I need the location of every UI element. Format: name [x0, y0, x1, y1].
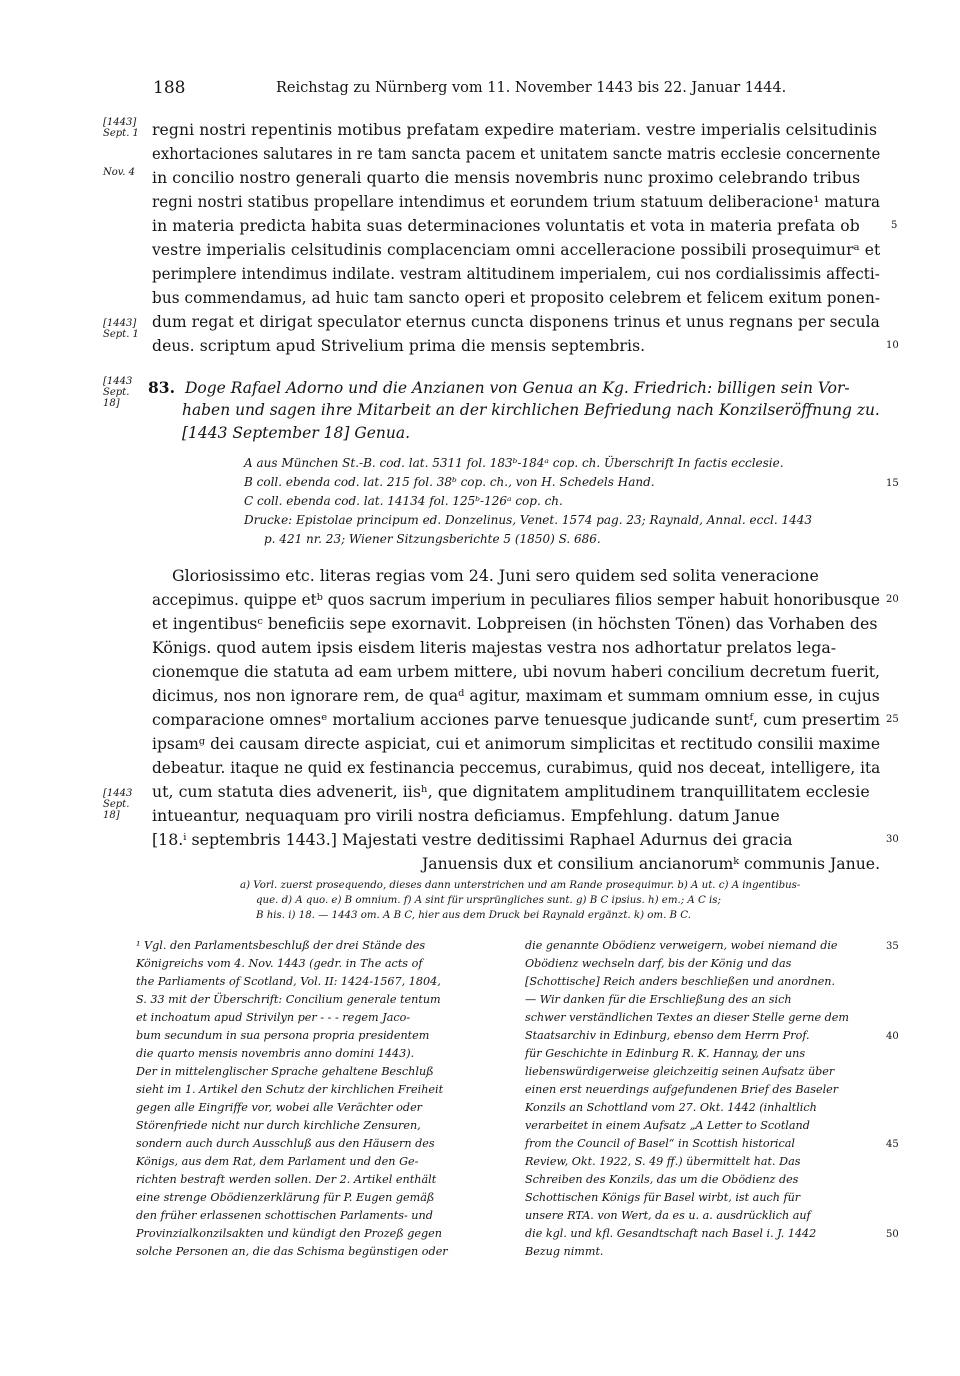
letter-line: Gloriosissimo etc. literas regias vom 24. Juni sero quidem sed solita veneracione	[172, 566, 819, 585]
source-line: B coll. ebenda cod. lat. 215 fol. 38ᵇ cop. ch., von H. Schedels Hand.	[244, 475, 655, 489]
text-line: bus commendamus, ad huic tam sancto operi et proposito celebrem et felicem exitum ponen-	[152, 289, 881, 307]
source-line: p. 421 nr. 23; Wiener Sitzungsberichte 5 (1850) S. 686.	[264, 532, 601, 546]
footnote-left-line: ¹ Vgl. den Parlamentsbeschluß der drei Stände des	[136, 939, 426, 952]
margin-note-sept1-end: [1443] Sept. 1	[103, 318, 139, 340]
apparatus-line: a) Vorl. zuerst prosequendo, dieses dann unterstrichen und am Rande prosequimur. b) A ut. c) A ingentibus-	[240, 880, 801, 891]
text-line: dum regat et dirigat speculator eternus cuncta disponens trinus et unus regnans per secula	[152, 313, 880, 331]
line-number: 20	[886, 594, 899, 605]
footnote-right-line: für Geschichte in Edinburg R. K. Hannay, der uns	[525, 1047, 806, 1060]
letter-line: comparacione omnesᵉ mortalium acciones parve tenuesque judicande suntᶠ, cum presertim	[152, 710, 880, 729]
footnote-left-line: Störenfriede nicht nur durch kirchliche Zensuren,	[136, 1119, 421, 1132]
footnote-right-line: unsere RTA. von Wert, da es u. a. ausdrücklich auf	[525, 1209, 811, 1222]
footnote-left-line: S. 33 mit der Überschrift: Concilium generale tentum	[136, 993, 441, 1006]
footnote-left-line: richten bestraft werden sollen. Der 2. Artikel enthält	[136, 1173, 437, 1186]
doc83-heading-line3: [1443 September 18] Genua.	[182, 424, 411, 442]
footnote-right-line: Staatsarchiv in Edinburg, ebenso dem Herrn Prof.	[525, 1029, 810, 1042]
line-number: 35	[886, 941, 899, 952]
margin-date-83-end: [1443 Sept. 18]	[103, 788, 133, 821]
footnote-left-line: die quarto mensis novembris anno domini 1443).	[136, 1047, 415, 1060]
letter-line: accepimus. quippe etᵇ quos sacrum imperium in peculiares filios semper habuit honoribusque	[152, 590, 880, 609]
line-number: 50	[886, 1229, 899, 1240]
footnote-right-line: Konzils an Schottland vom 27. Okt. 1442 (inhaltlich	[525, 1101, 817, 1114]
letter-line: Januensis dux et consilium ancianorumᵏ communis Janue.	[422, 854, 881, 873]
footnote-right-line: Obödienz wechseln darf, bis der König und das	[525, 957, 792, 970]
footnote-left-line: et inchoatum apud Strivilyn per - - - regem Jaco-	[136, 1011, 411, 1024]
doc83-number: 83.	[148, 378, 175, 397]
footnote-right-line: einen erst neuerdings aufgefundenen Brief des Baseler	[525, 1083, 839, 1096]
footnote-left-line: solche Personen an, die das Schisma begünstigen oder	[136, 1245, 448, 1258]
footnote-right-line: — Wir danken für die Erschließung des an sich	[525, 993, 792, 1006]
text-line: perimplere intendimus indilate. vestram altitudinem imperialem, cui nos cordialissimis affecti-	[152, 265, 880, 283]
text-line: regni nostri statibus propellare intendimus et eorundem trium statuum deliberacione¹ matura	[152, 193, 881, 211]
footnote-left-line: Provinzialkonzilsakten und kündigt den Prozeß gegen	[136, 1227, 443, 1240]
footnote-right-line: schwer verständlichen Textes an dieser Stelle gerne dem	[525, 1011, 849, 1024]
line-number: 25	[886, 714, 899, 725]
doc83-heading-line2: haben und sagen ihre Mitarbeit an der kirchlichen Befriedung nach Konzilseröffnung zu.	[182, 401, 880, 419]
text-line: in concilio nostro generali quarto die mensis novembris nunc proximo celebrando tribus	[152, 169, 861, 187]
running-title: Reichstag zu Nürnberg vom 11. November 1443 bis 22. Januar 1444.	[276, 80, 787, 96]
line-number: 40	[886, 1031, 899, 1042]
source-line: C coll. ebenda cod. lat. 14134 fol. 125ᵇ-126ᵃ cop. ch.	[244, 494, 563, 508]
footnote-right-line: liebenswürdigerweise gleichzeitig seinen Aufsatz über	[525, 1065, 835, 1078]
letter-line: [18.ⁱ septembris 1443.] Majestati vestre deditissimi Raphael Adurnus dei gracia	[152, 830, 793, 849]
footnote-left-line: bum secundum in sua persona propria presidentem	[136, 1029, 430, 1042]
letter-line: et ingentibusᶜ beneficiis sepe exornavit. Lobpreisen (in höchsten Tönen) das Vorhaben des	[152, 614, 878, 633]
letter-line: ut, cum statuta dies advenerit, iisʰ, que dignitatem amplitudinem tranquillitatem ecclesie	[152, 782, 870, 801]
apparatus-line: que. d) A quo. e) B omnium. f) A sint für ursprüngliches sunt. g) B C ipsius. h) em.; A C is;	[256, 895, 721, 906]
footnote-right-line: [Schottische] Reich anders beschließen und anordnen.	[525, 975, 836, 988]
margin-note-sept1: [1443] Sept. 1	[103, 117, 139, 139]
text-line: in materia predicta habita suas determinaciones voluntatis et vota in materia prefata ob	[152, 217, 860, 235]
source-line: Drucke: Epistolae principum ed. Donzelinus, Venet. 1574 pag. 23; Raynald, Annal. eccl. 1443	[244, 513, 813, 527]
footnote-right-line: verarbeitet in einem Aufsatz „A Letter to Scotland	[525, 1119, 810, 1132]
footnote-right-line: Review, Okt. 1922, S. 49 ff.) übermittelt hat. Das	[525, 1155, 801, 1168]
line-number: 30	[886, 834, 899, 845]
line-number: 15	[886, 478, 899, 489]
page-number: 188	[153, 78, 186, 98]
margin-note-nov4: Nov. 4	[103, 167, 135, 178]
footnote-right-line: from the Council of Basel“ in Scottish historical	[525, 1137, 795, 1150]
letter-line: intueantur, nequaquam pro virili nostra deficiamus. Empfehlung. datum Janue	[152, 806, 780, 825]
text-line: exhortaciones salutares in re tam sancta pacem et unitatem sancte matris ecclesie concernente	[152, 145, 881, 163]
footnote-left-line: sieht im 1. Artikel den Schutz der kirchlichen Freiheit	[136, 1083, 444, 1096]
letter-line: Königs. quod autem ipsis eisdem literis majestas vestra nos adhortatur prelatos lega-	[152, 638, 837, 657]
letter-line: cionemque die statuta ad eam urbem mittere, ubi novum haberi concilium decretum fuerit,	[152, 662, 881, 681]
footnote-right-line: die genannte Obödienz verweigern, wobei niemand die	[525, 939, 838, 952]
text-line: regni nostri repentinis motibus prefatam expedire materiam. vestre imperialis celsitudinis	[152, 121, 878, 139]
text-line: vestre imperialis celsitudinis complacenciam omni accelleracione possibili prosequimurᵃ et	[152, 241, 881, 259]
footnote-right-line: die kgl. und kfl. Gesandtschaft nach Basel i. J. 1442	[525, 1227, 817, 1240]
source-line: A aus München St.-B. cod. lat. 5311 fol. 183ᵇ-184ᵃ cop. ch. Überschrift In factis ecclesie.	[244, 456, 784, 470]
footnote-left-line: gegen alle Eingriffe vor, wobei alle Verächter oder	[136, 1101, 423, 1114]
footnote-left-line: Königs, aus dem Rat, dem Parlament und den Ge-	[136, 1155, 419, 1168]
line-number: 5	[891, 220, 898, 231]
footnote-left-line: eine strenge Obödienzerklärung für P. Eugen gemäß	[136, 1191, 435, 1204]
text-line: deus. scriptum apud Strivelium prima die mensis septembris.	[152, 337, 646, 355]
footnote-right-line: Bezug nimmt.	[525, 1245, 604, 1258]
footnote-right-line: Schreiben des Konzils, das um die Obödienz des	[525, 1173, 799, 1186]
footnote-left-line: the Parliaments of Scotland, Vol. II: 1424-1567, 1804,	[136, 975, 441, 988]
letter-line: ipsamᵍ dei causam directe aspiciat, cui et animorum simplicitas et rectitudo consilii maxime	[152, 734, 881, 753]
footnote-left-line: Königreichs vom 4. Nov. 1443 (gedr. in The acts of	[136, 957, 423, 970]
doc83-heading-line1: 83. Doge Rafael Adorno und die Anzianen von Genua an Kg. Friedrich: billigen sein Vor-	[148, 378, 850, 397]
footnote-left-line: sondern auch durch Ausschluß aus den Häusern des	[136, 1137, 435, 1150]
footnote-left-line: Der in mittelenglischer Sprache gehaltene Beschluß	[136, 1065, 434, 1078]
margin-date-83: [1443 Sept. 18]	[103, 376, 133, 409]
letter-line: debeatur. itaque ne quid ex festinancia peccemus, curabimus, quid nos deceat, intelligere, ita	[152, 758, 881, 777]
line-number: 45	[886, 1139, 899, 1150]
footnote-left-line: den früher erlassenen schottischen Parlaments- und	[136, 1209, 433, 1222]
letter-line: dicimus, nos non ignorare rem, de quaᵈ agitur, maximam et summam omnium esse, in cujus	[152, 686, 880, 705]
footnote-right-line: Schottischen Königs für Basel wirbt, ist auch für	[525, 1191, 801, 1204]
line-number: 10	[886, 340, 899, 351]
apparatus-line: B his. i) 18. — 1443 om. A B C, hier aus dem Druck bei Raynald ergänzt. k) om. B C.	[256, 910, 691, 921]
